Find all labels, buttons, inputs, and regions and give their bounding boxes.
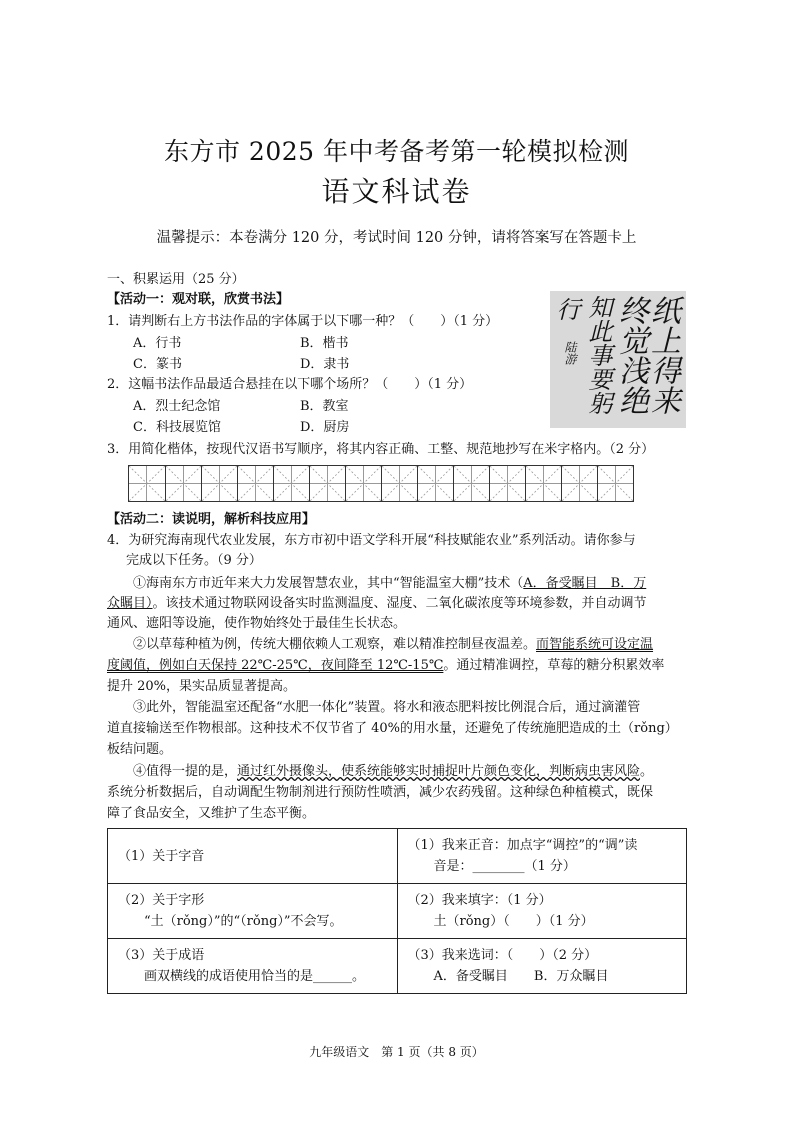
q2-option-b: B．教室 [300,399,349,414]
para-2-line-1 [133,635,653,654]
para-2-double-underline-2: 度阈值，例如白天保持 22℃-25℃，夜间降至 12℃-15℃ [107,658,444,673]
para-1-text-c: 。该技术通过物联网设备实时监测温度、湿度、二氧化碳浓度等环境参数，并自动调节 [152,596,647,611]
mizi-cell[interactable] [201,466,237,501]
mizi-cell[interactable] [129,466,165,501]
table-cell [108,884,398,939]
para-2-double-underline-1: 而智能系统可设定温 [536,637,654,652]
table-row [108,829,687,884]
mizi-cell[interactable] [309,466,345,501]
question-1: 1．请判断右上方书法作品的字体属于以下哪一种？（ ）（1 分） [107,314,499,329]
para-4-wavy-underline: 通过红外摄像头，使系统能够实时捕捉叶片颜色变化，判断病虫害风险 [237,764,641,779]
para-2-text-a: ②以草莓种植为例，传统大棚依赖人工观察，难以精准控制昼夜温差。 [133,637,537,652]
q2-option-c: C．科技展览馆 [133,420,221,435]
para-4-text-b: 。 [640,764,654,779]
para-1-text-a: ①海南东方市近年来大力发展智慧农业，其中“智能温室大棚”技术（ [133,576,524,591]
r2-left-a: （2）关于字形 [118,893,205,908]
page-footer: 九年级语文 第 1 页（共 8 页） [309,1045,484,1059]
question-3: 3．用简化楷体，按现代汉语书写顺序，将其内容正确、工整、规范地抄写在米字格内。（2 分） [107,442,655,457]
q1-option-b: B．楷书 [300,336,349,351]
para-4-line-3: 障了食品安全，又维护了生态平衡。 [107,806,316,821]
calligraphy-image [550,291,686,428]
para-2-text-b: 。通过精准调控，草莓的糖分积累效率 [443,658,665,673]
q2-option-d: D．厨房 [300,420,350,435]
calligraphy-col-2: 终觉浅绝 [613,295,648,415]
r2-left-b: “土（rǒng）”的“（rǒng）”不会写。 [144,914,343,929]
calligraphy-col-4: 行 [552,297,580,321]
mizi-grid[interactable] [128,465,634,502]
mizi-cell[interactable] [345,466,381,501]
para-4-line-2: 系统分析数据后，自动调配生物制剂进行预防性喷洒，减少农药残留。这种绿色种植模式，既保 [107,785,654,800]
q1-option-c: C．篆书 [133,357,182,372]
mizi-cell[interactable] [597,466,633,501]
activity-one: 【活动一：观对联，欣赏书法】 [107,292,290,307]
mizi-cell[interactable] [525,466,561,501]
mizi-cell[interactable] [489,466,525,501]
table-row [108,884,687,939]
mizi-cell[interactable] [381,466,417,501]
mizi-cell[interactable] [561,466,597,501]
para-4-line-1 [133,762,653,781]
r3-right-a: （3）我来选词：（ ）（2 分） [407,948,598,963]
para-3-line-1: ③此外，智能温室还配备“水肥一体化”装置。将水和液态肥料按比例混合后，通过滴灌管 [133,700,641,715]
r1-right-a: （1）我来正音：加点字“调控”的“调”读 [407,838,638,853]
para-3-line-2: 道直接输送至作物根部。这种技术不仅节省了 40%的用水量，还避免了传统施肥造成的土（rǒng） [107,721,678,736]
r2-right-a: （2）我来填字：（1 分） [407,893,552,908]
calligraphy-col-1: 纸上得来 [645,295,680,415]
question-2: 2．这幅书法作品最适合悬挂在以下哪个场所？（ ）（1 分） [107,377,473,392]
q1-option-a: A．行书 [133,336,182,351]
mizi-cell[interactable] [453,466,489,501]
table-cell[interactable] [397,939,687,994]
calligraphy-signature: 陆游 [563,341,577,365]
r3-left-b: 画双横线的成语使用恰当的是______。 [144,969,366,984]
r2-right-b: 土（rǒng）（ ）（1 分） [433,914,594,929]
question-4-line-2: 完成以下任务。（9 分） [126,553,262,568]
para-3-line-3: 板结问题。 [107,742,173,757]
task-table [107,828,687,994]
para-1-underlined-2: 众瞩目） [107,596,153,611]
table-cell [108,829,398,884]
activity-two: 【活动二：读说明，解析科技应用】 [107,512,316,527]
exam-subtitle: 语文科试卷 [321,175,472,208]
mizi-cell[interactable] [165,466,201,501]
r3-right-b: A．备受瞩目 B．万众瞩目 [433,969,609,984]
r1-right-b: 音是：________（1 分） [433,859,576,874]
para-4-text-a: ④值得一提的是， [133,764,238,779]
para-1-line-2 [107,594,647,613]
para-1-line-3: 通风、遮阳等设施，使作物始终处于最佳生长状态。 [107,616,407,631]
exam-title: 东方市 2025 年中考备考第一轮模拟检测 [163,137,630,166]
exam-tip: 温馨提示：本卷满分 120 分，考试时间 120 分钟，请将答案写在答题卡上 [156,230,637,246]
para-1-underlined: A．备受瞩目 B．万 [523,576,647,591]
q2-option-a: A．烈士纪念馆 [133,399,221,414]
para-1-line-1 [133,574,646,593]
section-title: 一、积累运用（25 分） [107,272,245,287]
calligraphy-col-3: 知此事要躬 [584,295,612,415]
r1-left: （1）关于字音 [118,848,205,864]
table-cell[interactable] [397,829,687,884]
mizi-cell[interactable] [273,466,309,501]
para-2-line-3: 提升 20%，果实品质显著提高。 [107,679,297,694]
table-row [108,939,687,994]
r3-left-a: （3）关于成语 [118,948,205,963]
q1-option-d: D．隶书 [300,357,350,372]
table-cell [108,939,398,994]
mizi-cell[interactable] [237,466,273,501]
table-cell[interactable] [397,884,687,939]
mizi-cell[interactable] [417,466,453,501]
para-2-line-2 [107,656,664,675]
question-4-line-1: 4．为研究海南现代农业发展，东方市初中语文学科开展“科技赋能农业”系列活动。请你参与 [107,533,636,548]
